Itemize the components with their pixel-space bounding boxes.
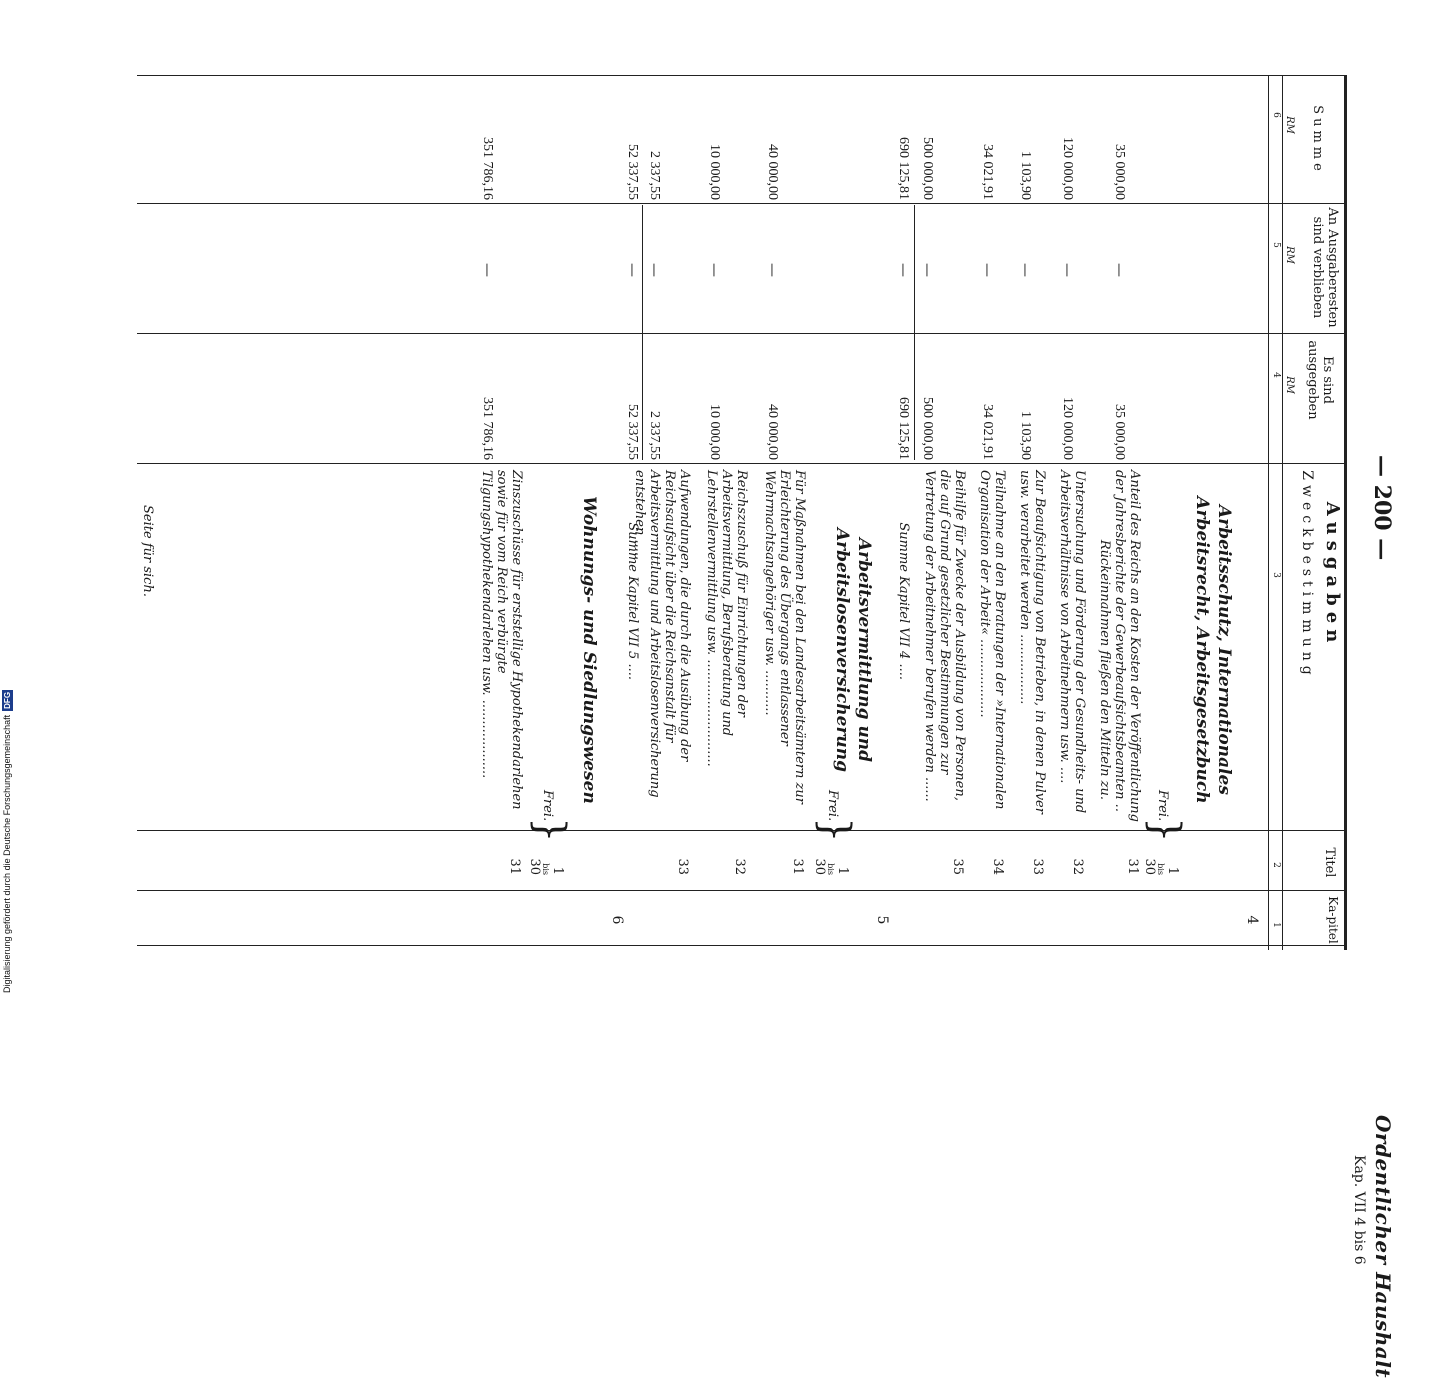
kap4-summe-total: 690 125,81	[896, 137, 911, 200]
page-subtitle: Kap. VII 4 bis 6	[1351, 1155, 1367, 1265]
kap4-row31-titel: 31	[1125, 858, 1140, 875]
col-head-ausgegeben: Es sind ausgegeben	[1305, 340, 1335, 420]
kap6-frei-bis: bis	[541, 863, 550, 875]
kap6-row31-titel: 31	[507, 858, 522, 875]
kap4-summe-reste: —	[895, 263, 911, 277]
kap5-row33-summe: 2 337,55	[647, 151, 662, 200]
kap6-heading: Wohnungs- und Siedlungswesen	[579, 496, 599, 804]
kap5-row32-titel: 32	[732, 858, 747, 875]
kap5-row31-text: Für Maßnahmen bei den Landesarbeitsämtern zur Erleichterung des Übergangs entlassener Wehrmachtsangehöriger usw. ...........	[762, 470, 807, 804]
kap4-row33-reste: —	[1017, 263, 1033, 277]
kap5-sum-rule	[642, 205, 643, 460]
kap4-row35-text: Beihilfe für Zwecke der Ausbildung von Personen, die auf Grund gesetzlicher Bestimmungen zur Vertretung der Arbeitnehmer berufen werden ......	[922, 470, 967, 802]
col-rule-ausgegeben	[137, 333, 1347, 334]
header-rule	[1282, 75, 1283, 950]
kap6-frei-brace: }	[527, 817, 573, 843]
kap6-continued: Seite für sich.	[140, 505, 155, 597]
kap4-frei-from: 1	[1165, 866, 1180, 875]
kap5-number: 5	[874, 915, 890, 925]
kap6-row31-text: Zinszuschüsse für erststellige Hypothekendarlehen sowie für vom Reich verbürgte Tilgungshypothekendarlehen usw. ...................	[479, 470, 524, 810]
kap4-row31-summe: 35 000,00	[1112, 144, 1127, 200]
kap5-frei-brace: }	[812, 817, 858, 843]
rotated-ledger-page	[85, 75, 1395, 1378]
kap4-row35-titel: 35	[950, 858, 965, 875]
rm-unit-6: RM	[1284, 116, 1295, 134]
digitization-footer	[0, 0, 20, 1000]
kap5-row31-reste: —	[764, 263, 780, 277]
kap4-row34-text: Teilnahme an den Beratungen der »Internationalen Organisation der Arbeit« ...................	[977, 470, 1007, 810]
kap4-row34-summe: 34 021,91	[980, 144, 995, 200]
kap6-frei-to: 30	[527, 858, 542, 875]
col-head-ausgaben: Ausgaben	[1322, 501, 1343, 649]
col-rule-zweck	[137, 463, 1347, 464]
kap4-row35-summe: 500 000,00	[920, 137, 935, 200]
col-head-summe: Summe	[1310, 105, 1325, 175]
col-head-ausgaberesten: An Ausgaberesten sind verblieben	[1310, 207, 1340, 328]
kap4-row33-summe: 1 103,90	[1018, 151, 1033, 200]
kap5-summe-reste: —	[624, 263, 640, 277]
kap4-number: 4	[1244, 915, 1260, 925]
kap5-summe-label: Summe Kapitel VII 5 ....	[625, 522, 640, 680]
col-num-6: 6	[1271, 112, 1281, 118]
kap5-frei-to: 30	[812, 858, 827, 875]
kap5-row33-reste: —	[646, 263, 662, 277]
kap5-summe-total: 52 337,55	[625, 144, 640, 200]
kap6-row31-reste: —	[479, 263, 495, 277]
kap5-row31-ausgegeben: 40 000,00	[765, 404, 780, 460]
col-head-zweckbestimmung: Zweckbestimmung	[1299, 470, 1315, 680]
kap4-frei-brace: }	[1142, 817, 1188, 843]
kap4-row31-reste: —	[1111, 263, 1127, 277]
kap4-row32-text: Untersuchung und Förderung der Gesundheits- und Arbeitsverhältnisse von Arbeitnehmern usw. ....	[1057, 470, 1087, 814]
kap4-row32-summe: 120 000,00	[1060, 137, 1075, 200]
kap4-frei-bis: bis	[1156, 863, 1165, 875]
kap4-row33-titel: 33	[1030, 858, 1045, 875]
kap4-row31-text: Anteil des Reichs an den Kosten der Veröffentlichung der Jahresberichte der Gewerbeaufsichtsbeamten ..	[1112, 470, 1142, 822]
kap6-row31-summe: 351 786,16	[480, 137, 495, 200]
kap4-row33-text: Zur Beaufsichtigung von Betrieben, in denen Pulver usw. verarbeitet werden .................	[1017, 470, 1047, 814]
kap5-row32-text: Reichszuschuß für Einrichtungen der Arbeitsvermittlung, Berufsberatung und Lehrstellenvermittlung usw. ..........................	[704, 470, 749, 767]
kap4-summe-label: Summe Kapitel VII 4 ....	[896, 522, 911, 680]
kap6-frei-from: 1	[550, 866, 565, 875]
col-head-titel: Titel	[1322, 847, 1337, 878]
kap4-frei: Frei.	[1155, 790, 1170, 822]
kap4-row34-ausgegeben: 34 021,91	[980, 404, 995, 460]
col-num-5: 5	[1271, 242, 1281, 248]
top-rule	[1344, 75, 1347, 950]
kap4-row31-note: Rückeinnahmen fließen den Mitteln zu.	[1097, 539, 1112, 800]
kap5-row31-summe: 40 000,00	[765, 144, 780, 200]
kap4-row34-titel: 34	[990, 858, 1005, 875]
page-number: — 200 —	[1369, 455, 1395, 561]
column-number-rule	[1268, 75, 1269, 950]
footer-text	[2, 690, 13, 993]
col-rule-kapitel	[137, 890, 1347, 891]
kap4-row32-titel: 32	[1070, 858, 1085, 875]
col-num-3: 3	[1271, 572, 1281, 578]
kap5-row32-ausgegeben: 10 000,00	[707, 404, 722, 460]
col-num-4: 4	[1271, 372, 1281, 378]
footer-notice: Digitalisierung gefördert durch die Deutsche Forschungsgemeinschaft	[2, 714, 12, 993]
col-rule-right	[137, 945, 1347, 946]
kap4-row32-ausgegeben: 120 000,00	[1060, 397, 1075, 460]
col-rule-reste	[137, 203, 1347, 204]
kap5-row33-titel: 33	[675, 858, 690, 875]
dfg-logo: DFG	[3, 691, 13, 709]
kap4-row35-reste: —	[919, 263, 935, 277]
kap5-row31-titel: 31	[790, 858, 805, 875]
kap4-sum-rule	[914, 205, 915, 460]
page-title: Ordentlicher Haushalt	[1371, 1115, 1395, 1378]
kap5-row33-ausgegeben: 2 337,55	[647, 411, 662, 460]
kap5-heading: Arbeitsvermittlung und Arbeitslosenversicherung	[832, 527, 874, 773]
kap6-number: 6	[609, 915, 625, 925]
kap4-row32-reste: —	[1059, 263, 1075, 277]
kap5-row33-text: Aufwendungen, die durch die Ausübung der Reichsaufsicht über die Reichsanstalt für Arbeitsvermittlung und Arbeitslosenversicherung entstehen .....	[632, 470, 692, 798]
kap6-row31-ausgegeben: 351 786,16	[480, 397, 495, 460]
kap5-summe-ausgegeben: 52 337,55	[625, 404, 640, 460]
kap5-frei: Frei.	[825, 790, 840, 822]
kap5-row32-summe: 10 000,00	[707, 144, 722, 200]
kap5-frei-from: 1	[835, 866, 850, 875]
kap4-row34-reste: —	[979, 263, 995, 277]
rm-unit-5: RM	[1284, 246, 1295, 264]
rm-unit-4: RM	[1284, 376, 1295, 394]
kap4-row33-ausgegeben: 1 103,90	[1018, 411, 1033, 460]
col-num-1: 1	[1271, 922, 1281, 928]
kap5-frei-bis: bis	[826, 863, 835, 875]
kap4-row35-ausgegeben: 500 000,00	[920, 397, 935, 460]
kap4-row31-ausgegeben: 35 000,00	[1112, 404, 1127, 460]
col-head-kapitel: Ka-pitel	[1326, 896, 1340, 944]
kap4-frei-to: 30	[1142, 858, 1157, 875]
col-num-2: 2	[1271, 862, 1281, 868]
kap4-summe-ausgegeben: 690 125,81	[896, 397, 911, 460]
kap5-row32-reste: —	[706, 263, 722, 277]
col-rule-left	[137, 75, 1347, 76]
kap4-heading: Arbeitsschutz, Internationales Arbeitsrecht, Arbeitsgesetzbuch	[1192, 496, 1234, 804]
kap6-frei: Frei.	[540, 790, 555, 822]
